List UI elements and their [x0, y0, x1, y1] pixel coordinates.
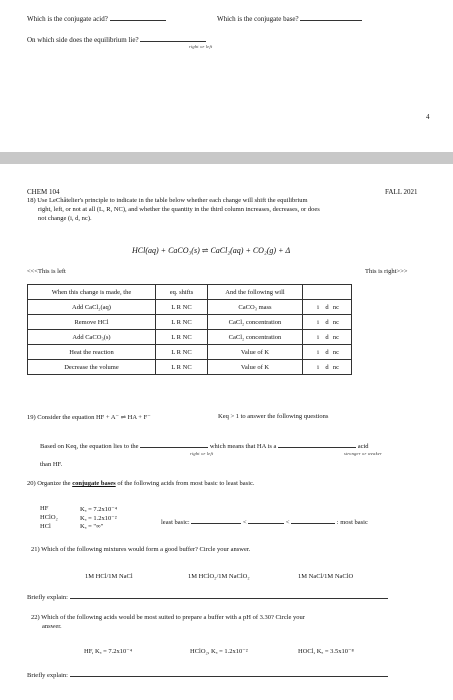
q22-text-line2: answer.: [42, 623, 62, 630]
conjugate-base-question: Which is the conjugate base?: [217, 12, 362, 23]
q19-line3: than HF.: [40, 461, 63, 468]
strength-hint: stronger or weaker: [344, 451, 382, 456]
q18-text-line1: 18) Use LeChâtelier's principle to indicate in the table below whether each change will shift the equilibrium: [27, 197, 308, 204]
header-shift: eq. shifts: [156, 285, 208, 300]
left-label: <<<This is left: [27, 268, 66, 275]
conjugate-acid-blank[interactable]: [110, 12, 166, 21]
acid-ka: Kₐ = 1.2x10⁻²: [80, 515, 117, 522]
row-choice[interactable]: i d nc: [303, 360, 352, 375]
q18-text-line3: not change (i, d, nc).: [38, 215, 92, 222]
row-quantity: CaCl₂ concentration: [208, 330, 303, 345]
page-number: 4: [426, 113, 430, 121]
acid-name: HF: [40, 505, 49, 512]
acid-option[interactable]: HF, Kₐ = 7.2x10⁻⁴: [84, 648, 132, 655]
side-hint: right or left: [189, 44, 213, 49]
term-label: FALL 2021: [385, 188, 418, 196]
table-header-row: [28, 285, 352, 300]
row-quantity: CaCO₃ mass: [208, 300, 303, 315]
course-title: CHEM 104: [27, 188, 60, 196]
buffer-option[interactable]: 1M HClO₂/1M NaClO₂: [188, 573, 250, 580]
row-change: Add CaCl₂(aq): [28, 300, 156, 315]
conjugate-acid-question: Which is the conjugate acid?: [27, 12, 166, 23]
row-change: Heat the reaction: [28, 345, 156, 360]
q22-text-line1: 22) Which of the following acids would be most suited to prepare a buffer with a pH of 3.30? Circle your: [31, 614, 305, 621]
page-divider: [0, 152, 453, 164]
q20-text: 20) Organize the conjugate bases of the following acids from most basic to least basic.: [27, 480, 255, 487]
order-blank-1[interactable]: [191, 515, 241, 524]
row-shift[interactable]: L R NC: [156, 315, 208, 330]
direction-hint: right or left: [190, 451, 214, 456]
row-change: Add CaCO₃(s): [28, 330, 156, 345]
row-choice[interactable]: i d nc: [303, 300, 352, 315]
q22-explain: Briefly explain:: [27, 668, 388, 679]
buffer-option[interactable]: 1M NaCl/1M NaClO: [298, 573, 354, 580]
strength-blank[interactable]: [278, 439, 356, 448]
buffer-option[interactable]: 1M HCl/1M NaCl: [85, 573, 133, 580]
row-choice[interactable]: i d nc: [303, 345, 352, 360]
row-shift[interactable]: L R NC: [156, 300, 208, 315]
conjugate-base-blank[interactable]: [300, 12, 362, 21]
q22-explain-line[interactable]: [70, 668, 388, 677]
row-change: Remove HCl: [28, 315, 156, 330]
q21-text: 21) Which of the following mixtures would form a good buffer? Circle your answer.: [31, 546, 251, 553]
table-row: [28, 345, 352, 360]
row-shift[interactable]: L R NC: [156, 330, 208, 345]
q21-explain-line[interactable]: [70, 590, 388, 599]
q21-explain: Briefly explain:: [27, 590, 388, 601]
q19-text: 19) Consider the equation HF + A⁻ ⇌ HA + F⁻: [27, 414, 151, 421]
header-change: When this change is made, the: [28, 285, 156, 300]
acid-option[interactable]: HOCl, Kₐ = 3.5x10⁻⁸: [298, 648, 354, 655]
acid-ka: Kₐ = "∞": [80, 523, 104, 530]
q19-line2: Based on Keq, the equation lies to the which means that HA is a acid: [40, 439, 369, 450]
header-choice: [303, 285, 352, 300]
row-change: Decrease the volume: [28, 360, 156, 375]
acid-name: HCl: [40, 523, 51, 530]
order-blank-2[interactable]: [248, 515, 284, 524]
acid-option[interactable]: HClO₂, Kₐ = 1.2x10⁻²: [190, 648, 248, 655]
row-shift[interactable]: L R NC: [156, 345, 208, 360]
order-blank-3[interactable]: [291, 515, 335, 524]
lechatelier-table: [27, 284, 352, 375]
equilibrium-side-question: On which side does the equilibrium lie?: [27, 33, 206, 44]
q18-equation: HCl(aq) + CaCO₃(s) ⇌ CaCl₂(aq) + CO₂(g) + Δ: [132, 246, 291, 255]
row-quantity: Value of K: [208, 345, 303, 360]
row-choice[interactable]: i d nc: [303, 315, 352, 330]
q19-keq: Keq > 1 to answer the following questions: [218, 413, 329, 420]
equilibrium-side-blank[interactable]: [140, 33, 206, 42]
acid-ka: Kₐ = 7.2x10⁻⁴: [80, 506, 117, 513]
table-row: [28, 300, 352, 315]
ordering-line: least basic: < < : most basic: [161, 515, 368, 526]
header-quantity: And the following will: [208, 285, 303, 300]
right-label: This is right>>>: [365, 268, 408, 275]
direction-blank[interactable]: [140, 439, 208, 448]
row-choice[interactable]: i d nc: [303, 330, 352, 345]
row-shift[interactable]: L R NC: [156, 360, 208, 375]
acid-name: HClO₂: [40, 514, 58, 521]
q18-text-line2: right, left, or not at all (L, R, NC), and whether the quantity in the third column increases, decreases, or does: [38, 206, 320, 213]
row-quantity: CaCl₂ concentration: [208, 315, 303, 330]
table-row: [28, 315, 352, 330]
row-quantity: Value of K: [208, 360, 303, 375]
table-row: [28, 360, 352, 375]
table-row: [28, 330, 352, 345]
